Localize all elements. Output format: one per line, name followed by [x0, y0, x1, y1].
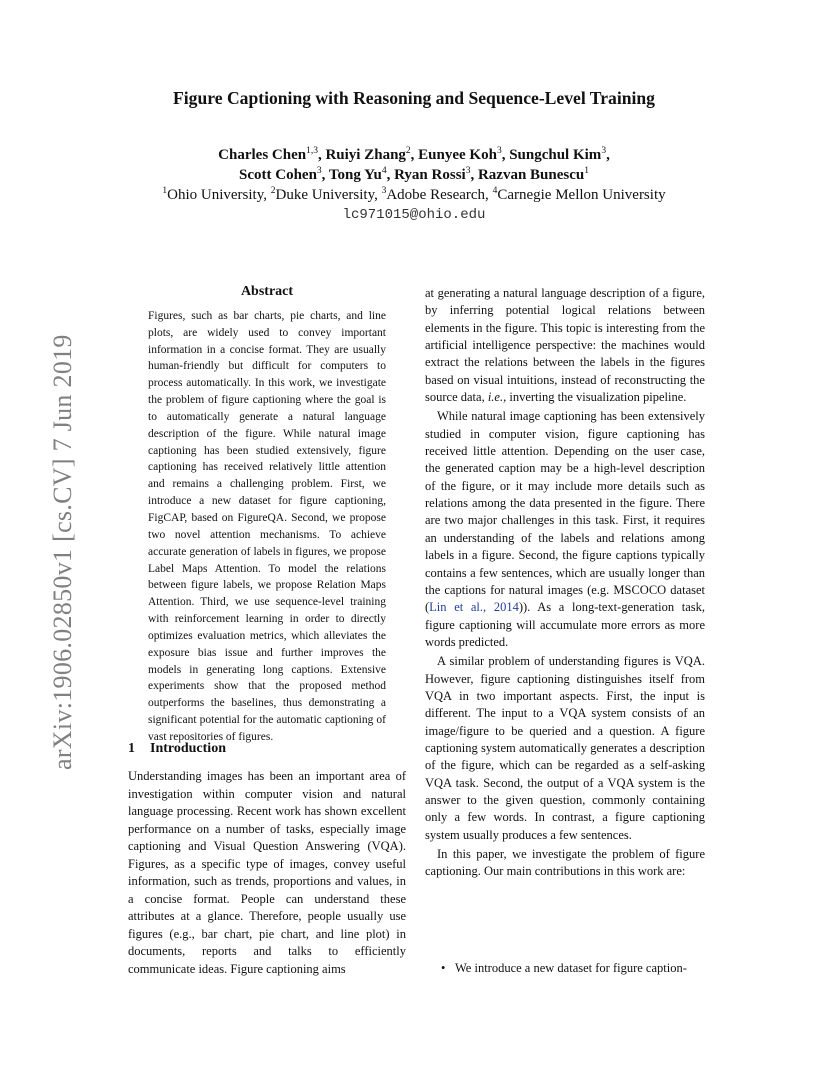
right-column — [425, 285, 705, 881]
author-block — [0, 145, 828, 225]
paragraph-text: )). As a long-text-generation task, figure captioning will accumulate more errors as more words predicted. — [425, 600, 705, 649]
affiliation-name: Carnegie Mellon University — [497, 187, 666, 203]
author-affiliation-mark: 3 — [316, 166, 322, 176]
author-name: Charles Chen — [218, 147, 307, 163]
section-title: Introduction — [150, 741, 226, 756]
abstract-heading: Abstract — [240, 284, 294, 299]
author-affiliation-mark: 1 — [584, 166, 589, 176]
affiliations — [0, 185, 828, 205]
abstract-section — [148, 284, 386, 746]
affiliation-name: Adobe Research, — [386, 187, 493, 203]
right-paragraph-4: In this paper, we investigate the problem of figure captioning. Our main contributions in this work are: — [425, 847, 705, 879]
right-paragraph-1 — [425, 285, 705, 406]
paragraph-text: , inverting the visualization pipeline. — [503, 390, 687, 405]
author-name: Eunyee Koh — [418, 147, 497, 163]
citation-link-lin-2014[interactable]: Lin et al., 2014 — [429, 600, 519, 615]
right-paragraph-2 — [425, 408, 705, 651]
author-separator: , — [410, 147, 419, 163]
contact-email: lc971015@ohio.edu — [342, 207, 486, 223]
author-separator: , — [501, 147, 510, 163]
author-affiliation-mark: 3 — [465, 166, 471, 176]
arxiv-identifier-stamp[interactable]: arXiv:1906.02850v1 [cs.CV] 7 Jun 2019 — [48, 334, 77, 770]
author-affiliation-mark: 3 — [496, 146, 502, 156]
affiliation-mark: 1 — [162, 186, 168, 196]
author-affiliation-mark: 1,3 — [306, 146, 318, 156]
author-separator: , — [470, 167, 478, 183]
author-line-2 — [0, 165, 828, 185]
author-name: Tong Yu — [328, 167, 382, 183]
right-paragraph-3: A similar problem of understanding figures is VQA. However, figure captioning distinguishes itself from VQA in two important aspects. First, the input is different. The input to a VQA system consists of an image/figure to be queried and a question. A figure captioning system automatically generates a description of the figure, which can be regarded as a self-asking VQA task. Second, the output of a VQA system is the answer to the given question, commonly containing only a few words. In contrast, a figure captioning system usually produces a few sentences. — [425, 654, 705, 842]
introduction-left-column — [128, 768, 406, 978]
author-name: Sungchul Kim — [509, 147, 602, 163]
bullet-icon: • — [441, 961, 446, 975]
paper-title: Figure Captioning with Reasoning and Sequence-Level Training — [173, 88, 655, 108]
author-name: Ryan Rossi — [394, 167, 466, 183]
section-heading-introduction — [128, 741, 226, 757]
author-affiliation-mark: 2 — [405, 146, 411, 156]
author-name: Ruiyi Zhang — [325, 147, 406, 163]
author-separator: , — [606, 147, 610, 163]
author-affiliation-mark: 3 — [601, 146, 607, 156]
bullet-text: We introduce a new dataset for figure caption- — [455, 961, 687, 975]
section-number: 1 — [128, 741, 135, 756]
author-separator: , — [386, 167, 395, 183]
author-affiliation-mark: 4 — [381, 166, 387, 176]
affiliation-mark: 3 — [381, 186, 387, 196]
contribution-bullet — [441, 960, 711, 977]
affiliation-mark: 4 — [492, 186, 498, 196]
affiliation-name: Duke University, — [275, 187, 382, 203]
author-separator: , — [317, 147, 326, 163]
paragraph-text: While natural image captioning has been extensively studied in computer vision, figure captioning has received little attention. Depending on the user case, the generated caption may be a high-level description of the figure, or it may include more details such as relations among the data presented in the figure. There are two major challenges in this task. First, it requires an understanding of the labels and relations among labels in a figure. Second, the figure captions typically contains a few sentences, which are usually longer than the captions for natural images (e.g. MSCOCO dataset ( — [425, 409, 705, 615]
intro-paragraph-1: Understanding images has been an important area of investigation within computer vision and natural language processing. Recent work has shown excellent performance on a number of tasks, especially image captioning and Visual Question Answering (VQA). Figures, as a specific type of images, convey useful information, such as trends, proportions and values, in a concise format. People can understand these attributes at a glance. Therefore, people usually use figures (e.g., bar chart, pie chart, and line plot) in documents, reports and talks to efficiently communicate ideas. Figure captioning aims — [128, 769, 406, 976]
abstract-text: Figures, such as bar charts, pie charts, and line plots, are widely used to convey important information in a concise format. They are usually human-friendly but difficult for computers to process automatically. In this work, we investigate the problem of figure captioning where the goal is to automatically generate a natural language description of the figure. While natural image captioning has been studied extensively, figure captioning has received relatively little attention and remains a challenging problem. First, we introduce a new dataset for figure captioning, FigCAP, based on FigureQA. Second, we propose two novel attention mechanisms. To achieve accurate generation of labels in figures, we propose Label Maps Attention. To model the relations between figure labels, we propose Relation Maps Attention. Third, we use sequence-level training with reinforcement learning in order to directly optimizes evaluation metrics, which alleviates the exposure bias issue and further improves the models in generating long captions. Extensive experiments show that the proposed method outperforms the baselines, thus demonstrating a significant potential for the automatic captioning of vast repositories of figures. — [148, 309, 386, 743]
paragraph-text: at generating a natural language description of a figure, by inferring potential logical relations between elements in the figure. This topic is interesting from the artificial intelligence perspective: the machines would extract the relations between the labels in the figures based on visual intuitions, instead of reconstructing the source data, — [425, 286, 705, 405]
author-name: Scott Cohen — [239, 167, 317, 183]
author-name: Razvan Bunescu — [477, 167, 585, 183]
author-line-1 — [0, 145, 828, 165]
affiliation-name: Ohio University, — [167, 187, 271, 203]
author-separator: , — [321, 167, 329, 183]
emphasis-ie: i.e. — [487, 390, 504, 405]
affiliation-mark: 2 — [270, 186, 276, 196]
